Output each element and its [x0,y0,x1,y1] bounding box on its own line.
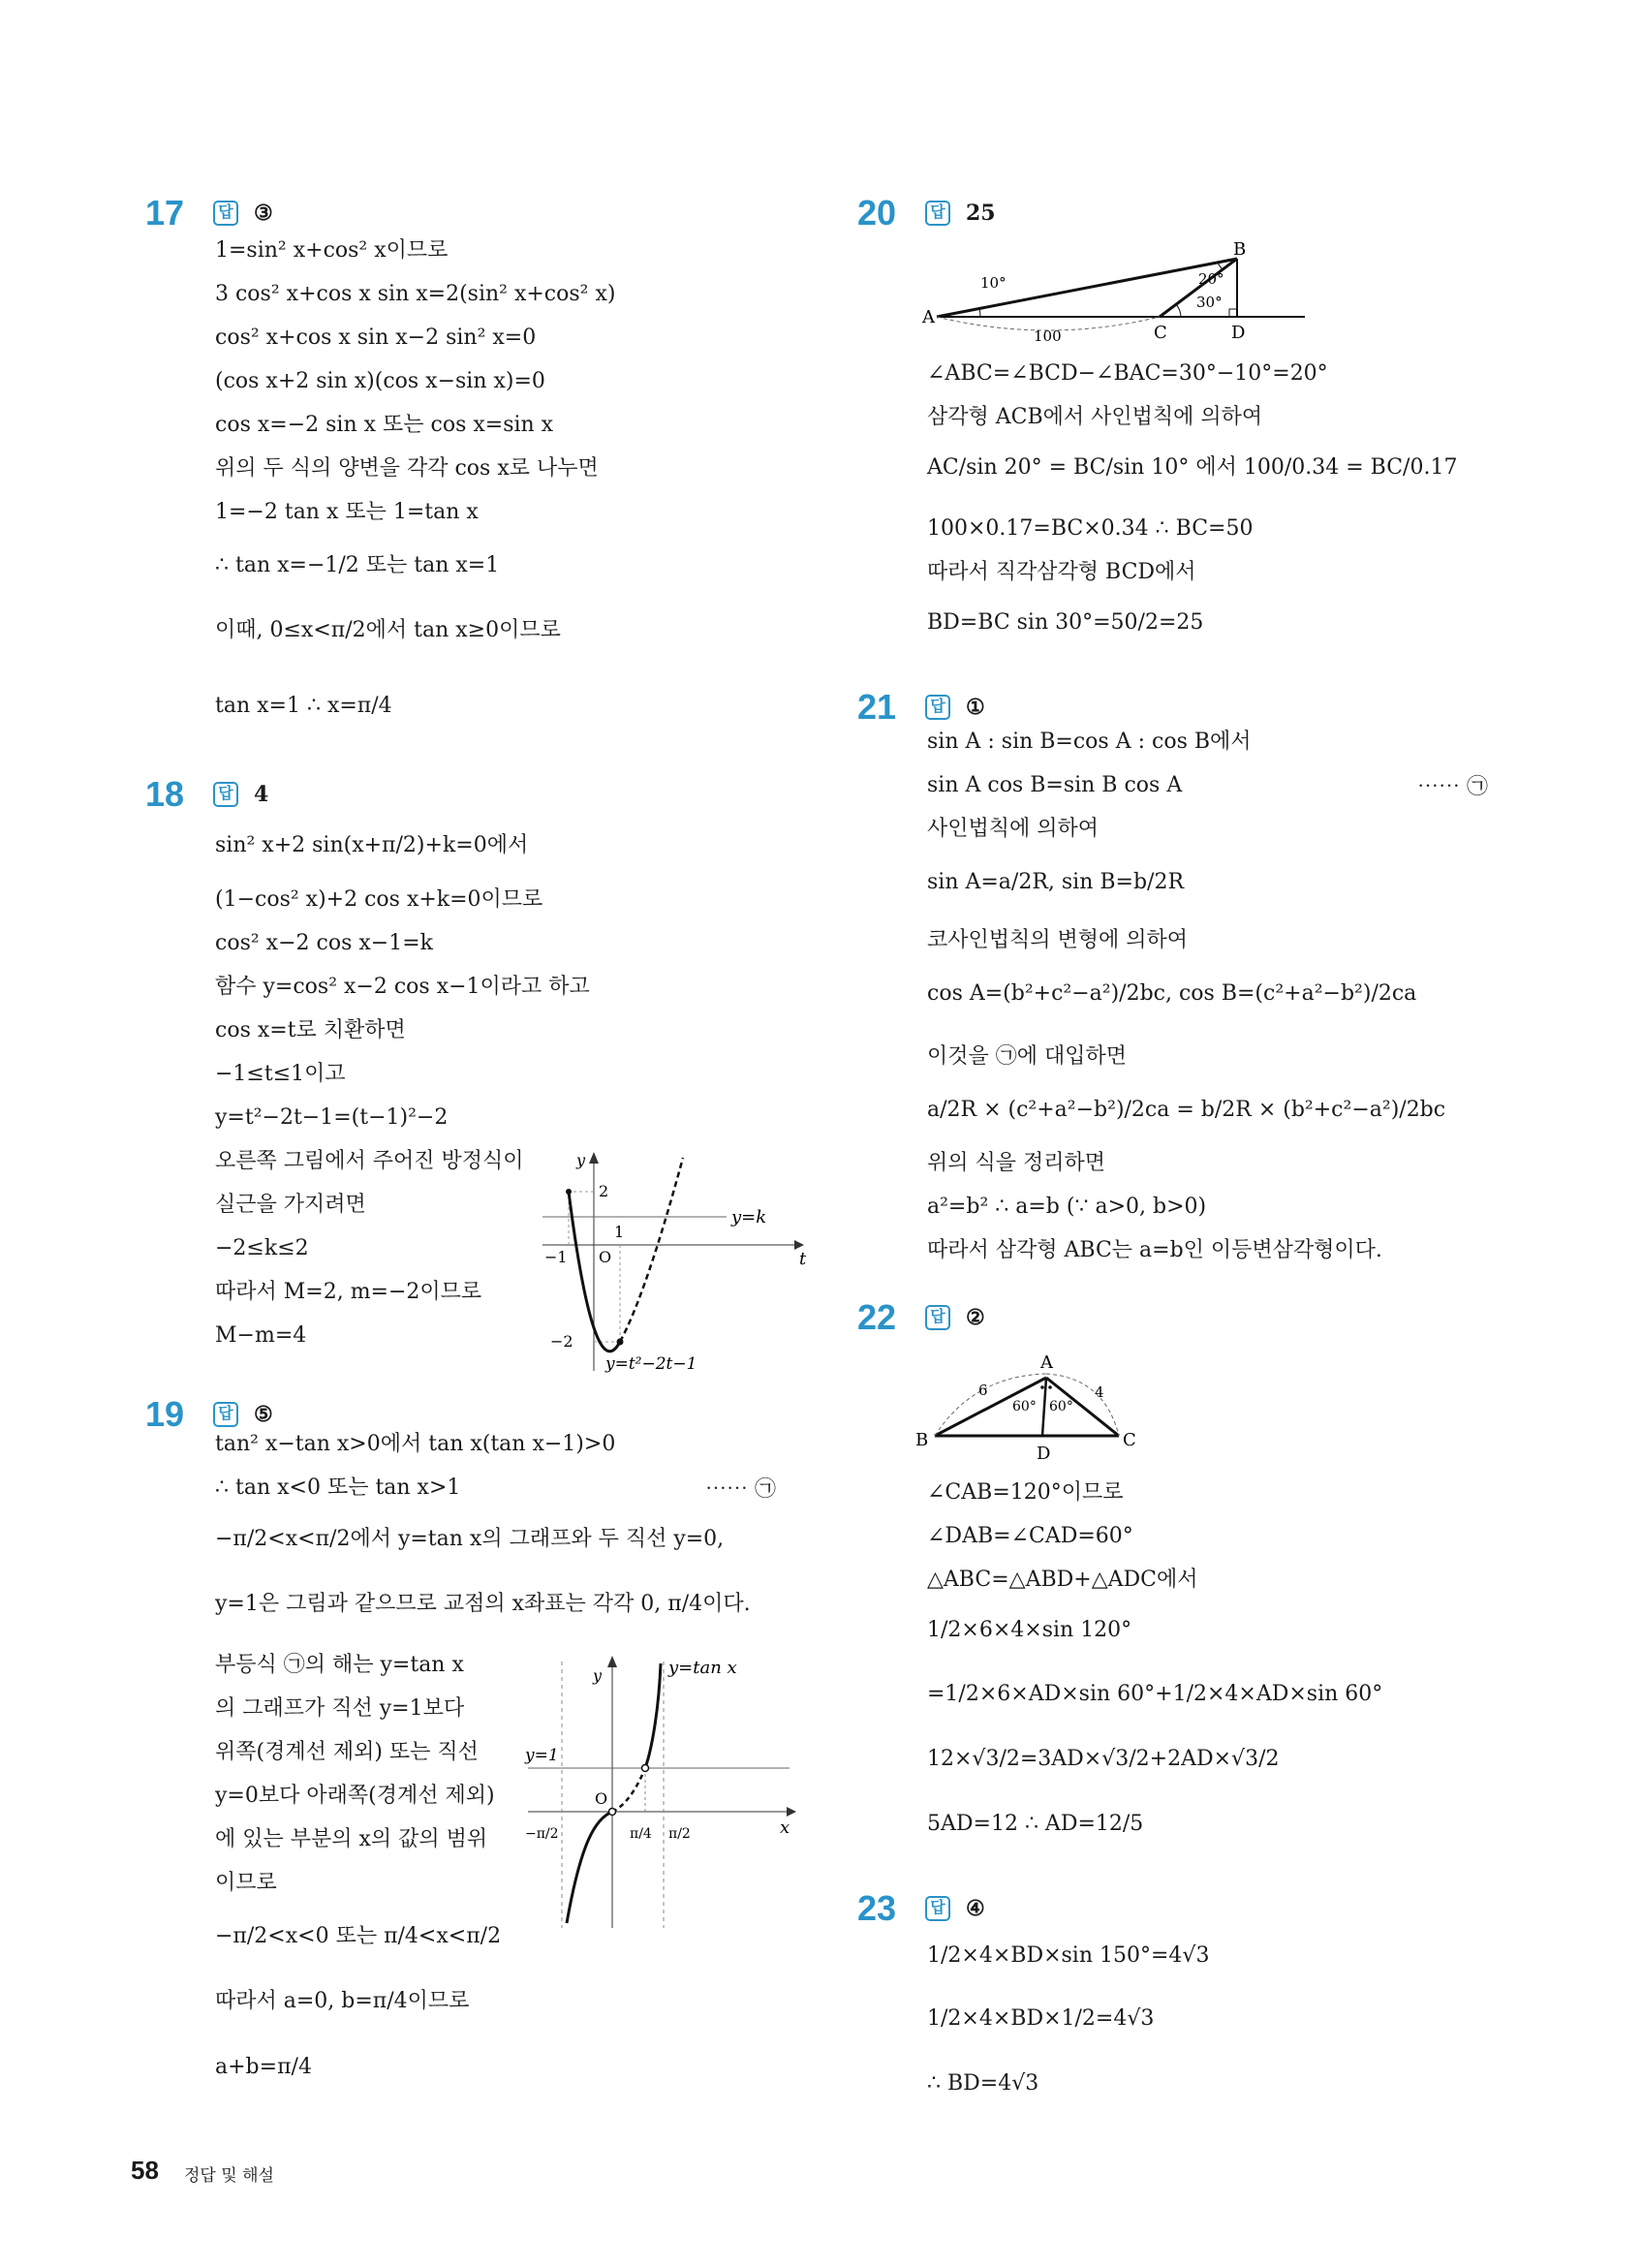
tick-half-pi: π/2 [668,1826,691,1842]
solution-line: 3 cos² x+cos x sin x=2(sin² x+cos² x) [215,282,616,306]
solution-line: 사인법칙에 의하여 [927,817,1100,841]
solution-line: 따라서 M=2, m=−2이므로 [215,1280,482,1304]
problem-header [857,1293,1148,1342]
problem-number: 22 [857,1297,897,1337]
equation-marker: ⋯⋯ ㉠ [705,1477,776,1502]
solution-line: 이것을 ㉠에 대입하면 [927,1044,1128,1069]
parabola-dashed [620,1158,683,1342]
solution-line: (cos x+2 sin x)(cos x−sin x)=0 [215,369,545,393]
answer-badge: 답 [213,782,238,807]
solution-line: cos x=−2 sin x 또는 cos x=sin x [215,413,554,437]
solution-line: AC/sin 20° = BC/sin 10° 에서 100/0.34 = BC/0.17 [927,455,1458,480]
solution-line: cos A=(b²+c²−a²)/2bc, cos B=(c²+a²−b²)/2ca [927,981,1417,1006]
line-label: y=k [731,1207,767,1227]
solution-line: 12×√3/2=3AD×√3/2+2AD×√3/2 [927,1747,1280,1771]
solution-line: y=1은 그림과 같으므로 교점의 x좌표는 각각 0, π/4이다. [215,1592,751,1616]
solution-line: a/2R × (c²+a²−b²)/2ca = b/2R × (b²+c²−a²)/2bc [927,1098,1446,1122]
solution-line: 1=−2 tan x 또는 1=tan x [215,500,479,524]
solution-line: 1=sin² x+cos² x이므로 [215,238,449,263]
point-A: A [1040,1352,1053,1373]
angle-20: 20° [1198,270,1224,288]
page-label: 정답 및 해설 [184,2166,274,2186]
solution-line: ∠CAB=120°이므로 [927,1480,1124,1505]
solution-line: −π/2<x<0 또는 π/4<x<π/2 [215,1924,502,1948]
solution-line: cos² x−2 cos x−1=k [215,931,433,955]
parabola-graph [533,1148,814,1381]
point-D: D [1231,323,1246,343]
problem-header [857,189,1148,237]
origin-label: O [599,1248,612,1266]
tick-2: 2 [599,1182,609,1200]
answer-value: ① [966,695,985,720]
solution-line: 삼각형 ACB에서 사인법칙에 의하여 [927,405,1263,429]
point-B: B [1233,239,1247,260]
tan-branch-upper [645,1663,661,1768]
solution-line: 1/2×4×BD×1/2=4√3 [927,2006,1155,2031]
solution-line: y=0보다 아래쪽(경계선 제외) [215,1784,495,1808]
curve-label: y=tan x [668,1658,737,1678]
answer-value: ② [966,1305,985,1330]
y-axis-arrow [607,1656,617,1667]
problem-header [857,1884,1148,1933]
solution-line: 위의 식을 정리하면 [927,1151,1106,1175]
open-point-quarter [642,1765,649,1772]
solution-line: ∴ tan x=−1/2 또는 tan x=1 [215,553,500,577]
problem-number: 18 [145,774,185,814]
solution-line: 위쪽(경계선 제외) 또는 직선 [215,1740,479,1764]
solution-line: △ABC=△ABD+△ADC에서 [927,1568,1198,1592]
length-100: 100 [1034,327,1062,345]
equation-marker: ⋯⋯ ㉠ [1417,775,1488,799]
tick-quarter-pi: π/4 [630,1826,652,1842]
answer-value: ③ [254,201,273,226]
tick-neg2: −2 [550,1332,573,1351]
t-axis-label: t [799,1249,807,1269]
solution-line: sin A=a/2R, sin B=b/2R [927,870,1185,894]
x-axis-arrow [787,1807,796,1817]
solution-line: cos x=t로 치환하면 [215,1018,406,1042]
solution-line: tan x=1 ∴ x=π/4 [215,694,392,718]
solution-line: 따라서 삼각형 ABC는 a=b인 이등변삼각형이다. [927,1238,1382,1262]
solution-line: 오른쪽 그림에서 주어진 방정식이 [215,1149,524,1173]
solution-line: ∴ BD=4√3 [927,2071,1039,2096]
solution-line: M−m=4 [215,1323,307,1348]
solution-line: 코사인법칙의 변형에 의하여 [927,928,1189,952]
triangle-figure [915,1347,1225,1468]
solution-line: 따라서 직각삼각형 BCD에서 [927,560,1196,584]
solution-line: cos² x+cos x sin x−2 sin² x=0 [215,326,537,350]
endpoint [566,1189,572,1195]
y-axis-label: y [576,1151,586,1169]
solution-line: tan² x−tan x>0에서 tan x(tan x−1)>0 [215,1432,616,1456]
angle-dot-right [1048,1385,1052,1389]
problem-header [145,770,436,819]
solution-line: ∴ tan x<0 또는 tan x>1 [215,1476,461,1500]
problem-number: 17 [145,193,185,233]
answer-badge: 답 [213,1402,238,1427]
answer-badge: 답 [925,1305,950,1330]
solution-line: 1/2×4×BD×sin 150°=4√3 [927,1943,1210,1968]
solution-line: −π/2<x<π/2에서 y=tan x의 그래프와 두 직선 y=0, [215,1527,725,1551]
solution-line: 부등식 ㉠의 해는 y=tan x [215,1653,464,1677]
solution-line: a²=b² ∴ a=b (∵ a>0, b>0) [927,1195,1207,1219]
open-point-origin [609,1809,616,1816]
solution-line: 따라서 a=0, b=π/4이므로 [215,1989,470,2013]
angle-10: 10° [980,274,1007,292]
problem-number: 20 [857,193,897,233]
answer-value: ④ [966,1896,985,1921]
solution-line: BD=BC sin 30°=50/2=25 [927,610,1204,635]
answer-badge: 답 [213,201,238,226]
problem-number: 21 [857,687,897,727]
tick-neg1: −1 [544,1248,568,1266]
solution-line: 함수 y=cos² x−2 cos x−1이라고 하고 [215,975,590,999]
solution-line: −1≤t≤1이고 [215,1062,346,1086]
tick-neg-half-pi: −π/2 [525,1826,559,1842]
right-angle-mark [1229,309,1237,317]
answer-badge: 답 [925,695,950,720]
x-axis-label: x [780,1818,790,1838]
angle-60-right: 60° [1049,1399,1073,1414]
angle-arc-C [1176,304,1181,317]
point-B: B [915,1430,929,1450]
tangent-graph [523,1652,804,1933]
solution-line: (1−cos² x)+2 cos x+k=0이므로 [215,887,543,912]
y-axis-arrow [589,1152,599,1164]
solution-line: −2≤k≤2 [215,1236,309,1260]
answer-value: 4 [254,782,269,807]
tick-1: 1 [614,1223,625,1241]
problem-number: 19 [145,1394,185,1434]
problem-header [145,189,436,237]
y-axis-label: y [593,1666,603,1685]
angle-60-left: 60° [1012,1399,1037,1414]
length-6: 6 [978,1382,988,1399]
triangle-figure [922,237,1315,345]
angle-dot-left [1040,1385,1044,1389]
tan-branch-middle [612,1768,645,1812]
solution-line: y=t²−2t−1=(t−1)²−2 [215,1105,449,1130]
solution-line: 실근을 가지려면 [215,1193,366,1217]
vertex [617,1339,624,1346]
tan-branch-negative [567,1812,612,1923]
solution-line: ∠DAB=∠CAD=60° [927,1524,1133,1548]
length-4: 4 [1095,1383,1104,1401]
solution-line: 100×0.17=BC×0.34 ∴ BC=50 [927,516,1254,541]
solution-line: sin A cos B=sin B cos A [927,773,1183,797]
solution-line: sin² x+2 sin(x+π/2)+k=0에서 [215,833,529,857]
answer-badge: 답 [925,201,950,226]
point-C: C [1154,323,1167,343]
solution-line: 에 있는 부분의 x의 값의 범위 [215,1827,488,1851]
solution-line: 의 그래프가 직선 y=1보다 [215,1696,465,1721]
problem-header [857,683,1148,731]
solution-line: 1/2×6×4×sin 120° [927,1618,1132,1642]
origin-label: O [595,1789,608,1808]
point-C: C [1123,1430,1136,1450]
solution-line: 5AD=12 ∴ AD=12/5 [927,1812,1144,1836]
solution-line: sin A : sin B=cos A : cos B에서 [927,730,1252,754]
problem-number: 23 [857,1888,897,1928]
line-label: y=1 [525,1746,559,1765]
answer-badge: 답 [925,1896,950,1921]
solution-line: a+b=π/4 [215,2055,312,2079]
solution-line: 위의 두 식의 양변을 각각 cos x로 나누면 [215,456,599,481]
page-number: 58 [131,2156,159,2185]
point-A: A [922,307,935,327]
angle-30: 30° [1196,294,1223,311]
solution-line: =1/2×6×AD×sin 60°+1/2×4×AD×sin 60° [927,1682,1383,1706]
answer-value: 25 [966,201,996,226]
angle-arc-B [1218,263,1223,269]
solution-line: ∠ABC=∠BCD−∠BAC=30°−10°=20° [927,361,1328,386]
solution-line: 이때, 0≤x<π/2에서 tan x≥0이므로 [215,618,561,642]
answer-value: ⑤ [254,1402,273,1427]
solution-line: 이므로 [215,1871,277,1895]
point-D: D [1037,1444,1051,1464]
curve-label: y=t²−2t−1 [605,1354,697,1374]
